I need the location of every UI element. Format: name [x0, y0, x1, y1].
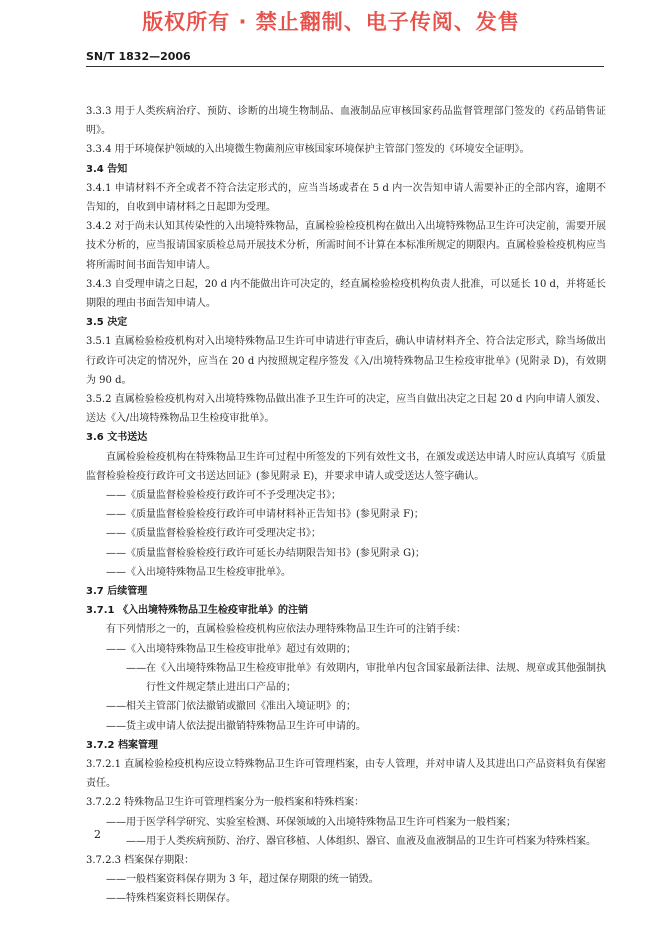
page-number: 2 [94, 828, 101, 841]
paragraph: ——用于人类疾病预防、治疗、器官移植、人体组织、器官、血液及血液制品的卫生许可档案为特殊档案。 [126, 835, 596, 847]
paragraph: 3.7.2.1 直属检验检疫机构应设立特殊物品卫生许可管理档案，由专人管理，并对申请人及其进出口产品资料负有保密责任。 [86, 758, 606, 790]
section-heading: 3.7 后续管理 [86, 586, 148, 598]
paragraph: 3.7.2.3 档案保存期限： [86, 854, 195, 866]
paragraph: ——《质量监督检验检疫行政许可不予受理决定书》； [106, 490, 341, 502]
paragraph: ——《入出境特殊物品卫生检疫审批单》。 [106, 566, 291, 578]
paragraph: 3.4.3 自受理申请之日起，20 d 内不能做出许可决定的，经直属检验检疫机构负责人批准，可以延长 10 d，并将延长期限的理由书面告知申请人。 [86, 278, 606, 310]
copyright-watermark: 版权所有 · 禁止翻制、电子传阅、发售 [142, 10, 520, 34]
paragraph: ——在《入出境特殊物品卫生检疫审批单》有效期内，审批单内包含国家最新法律、法规、规章或其他强制执行性文件规定禁止进出口产品的； [126, 662, 606, 694]
paragraph: ——《质量监督检验检疫行政许可申请材料补正告知书》(参见附录 F)； [106, 509, 424, 521]
paragraph: 3.4.2 对于尚未认知其传染性的入出境特殊物品，直属检验检疫机构在做出入出境特殊物品卫生许可决定前，需要开展技术分析的，应当报请国家质检总局开展技术分析，所需时间不计算在本标准所规定的期限内。直属检验检疫机构应当将所需时间书面告知申请人。 [86, 221, 606, 271]
header-divider [86, 66, 604, 67]
paragraph: ——《质量监督检验检疫行政许可延长办结期限告知书》(参见附录 G)； [106, 547, 425, 559]
paragraph: ——特殊档案资料长期保存。 [106, 893, 236, 905]
section-heading: 3.7.1 《入出境特殊物品卫生检疫审批单》的注销 [86, 605, 308, 617]
paragraph: 有下列情形之一的，直属检验检疫机构应依法办理特殊物品卫生许可的注销手续： [106, 624, 466, 636]
section-heading: 3.5 决定 [86, 317, 128, 329]
paragraph: ——一般档案资料保存期为 3 年，超过保存期限的统一销毁。 [106, 874, 379, 886]
paragraph: ——《质量监督检验检疫行政许可受理决定书》； [106, 528, 321, 540]
paragraph: 3.5.2 直属检验检疫机构对入出境特殊物品做出准予卫生许可的决定，应当自做出决定之日起 20 d 内向申请人颁发、送达《入/出境特殊物品卫生检疫审批单》。 [86, 394, 606, 425]
paragraph: ——《入出境特殊物品卫生检疫审批单》超过有效期的； [106, 643, 356, 655]
paragraph: 3.7.2.2 特殊物品卫生许可管理档案分为一般档案和特殊档案： [86, 797, 365, 809]
paragraph: 直属检验检疫机构在特殊物品卫生许可过程中所签发的下列有效性文书，在颁发或送达申请人时应认真填写《质量监督检验检疫行政许可文书送达回证》(参见附录 E)，并要求申请人或受送达人签字确认。 [86, 451, 606, 482]
section-heading: 3.4 告知 [86, 163, 128, 175]
paragraph: 3.4.1 申请材料不齐全或者不符合法定形式的，应当当场或者在 5 d 内一次告知申请人需要补正的全部内容，逾期不告知的，自收到申请材料之日起即为受理。 [86, 182, 606, 214]
paragraph: ——相关主管部门依法撤销或撤回《准出入境证明》的； [106, 701, 356, 713]
paragraph: 3.3.3 用于人类疾病治疗、预防、诊断的出境生物制品、血液制品应审核国家药品监督管理部门签发的《药品销售证明》。 [86, 106, 606, 137]
paragraph: 3.5.1 直属检验检疫机构对入出境特殊物品卫生许可申请进行审查后，确认申请材料齐全、符合法定形式，除当场做出行政许可决定的情况外，应当在 20 d 内按照规定程序签发《入/出境特殊物品卫生检疫审批单》(见附录 D)，有效期为 90 d。 [86, 336, 606, 386]
section-heading: 3.6 文书送达 [86, 432, 148, 444]
standard-code: SN/T 1832—2006 [86, 50, 191, 63]
paragraph: ——货主或申请人依法提出撤销特殊物品卫生许可申请的。 [106, 720, 366, 732]
section-heading: 3.7.2 档案管理 [86, 739, 158, 751]
paragraph: 3.3.4 用于环境保护领域的入出境微生物菌剂应审核国家环境保护主管部门签发的《环境安全证明》。 [86, 144, 530, 156]
paragraph: ——用于医学科学研究、实验室检测、环保领域的入出境特殊物品卫生许可档案为一般档案； [106, 816, 516, 828]
document-body [86, 102, 606, 909]
